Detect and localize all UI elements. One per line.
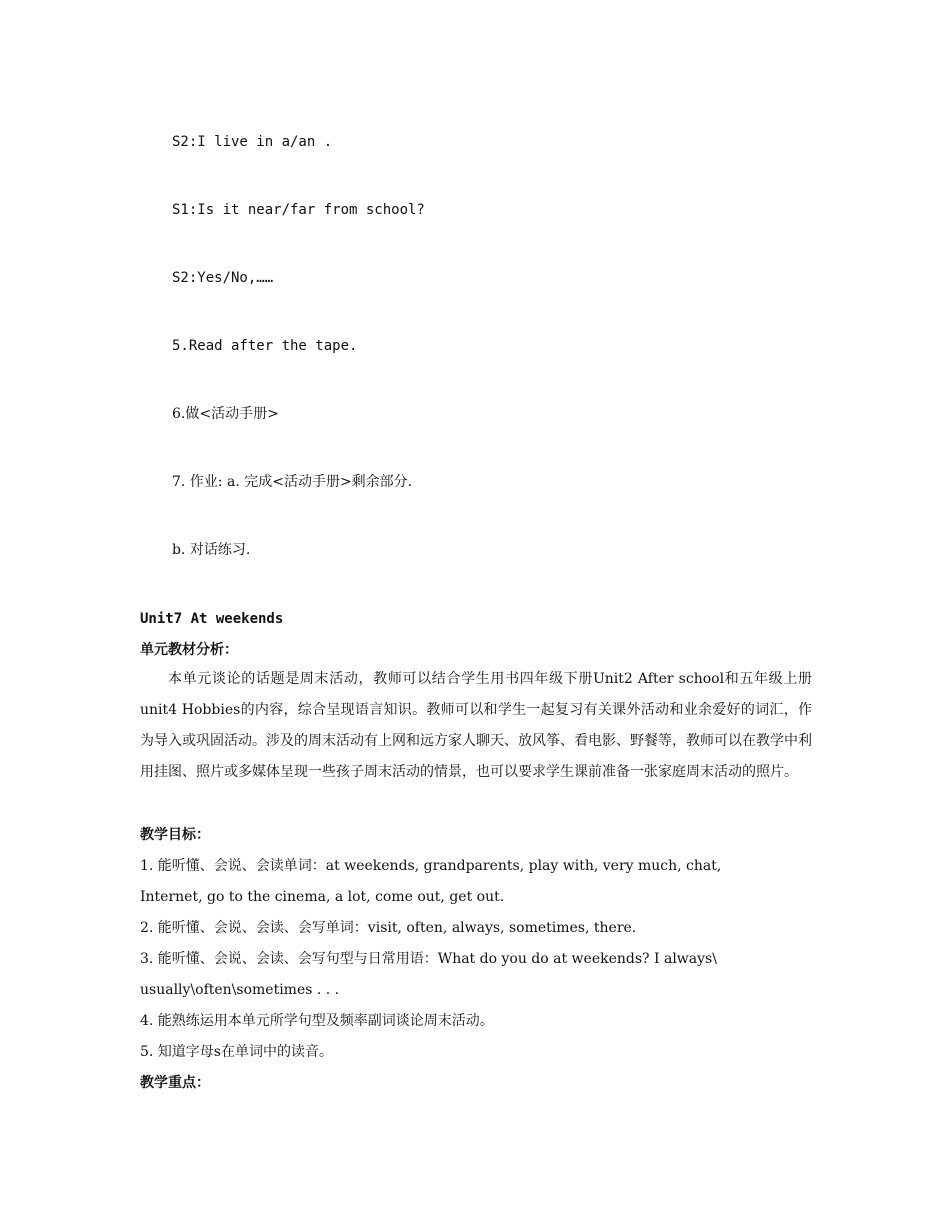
- goal-3-line-1: 3. 能听懂、会说、会读、会写句型与日常用语：What do you do at weekends? I always\: [140, 951, 717, 967]
- goal-2: 2. 能听懂、会说、会读、会写单词：visit, often, always, sometimes, there.: [140, 920, 637, 936]
- step-5: 5.Read after the tape.: [172, 338, 358, 354]
- step-7a-homework: 7. 作业: a. 完成<活动手册>剩余部分.: [172, 474, 413, 490]
- goal-3-line-2: usually\often\sometimes . . .: [140, 982, 340, 998]
- focus-heading: 教学重点：: [140, 1075, 210, 1091]
- step-7b-dialogue-practice: b. 对话练习.: [172, 542, 251, 558]
- goals-heading: 教学目标：: [140, 827, 210, 843]
- unit-title: Unit7 At weekends: [140, 611, 284, 627]
- goal-5: 5. 知道字母s在单词中的读音。: [140, 1044, 333, 1060]
- step-6: 6.做<活动手册>: [172, 406, 279, 422]
- analysis-paragraph: 本单元谈论的话题是周末活动，教师可以结合学生用书四年级下册Unit2 After school和五年级上册unit4 Hobbies的内容，综合呈现语言知识。教师可以和学生一起复习有关课外活动和业余爱好的词汇，作为导入或巩固活动。涉及的周末活动有上网和远方家人聊天、放风筝、看电影、野餐等，教师可以在教学中利用挂图、照片或多媒体呈现一些孩子周末活动的情景，也可以要求学生课前准备一张家庭周末活动的照片。: [140, 671, 812, 780]
- goal-4: 4. 能熟练运用本单元所学句型及频率副词谈论周末活动。: [140, 1013, 494, 1029]
- dialogue-line-s2-second: S2:Yes/No,……: [172, 270, 274, 286]
- goal-1-line-1: 1. 能听懂、会说、会读单词：at weekends, grandparents, play with, very much, chat,: [140, 858, 722, 874]
- analysis-heading: 单元教材分析：: [140, 642, 238, 658]
- dialogue-line-s2-first: S2:I live in a/an .: [172, 134, 333, 150]
- dialogue-line-s1: S1:Is it near/far from school?: [172, 202, 425, 218]
- goal-1-line-2: Internet, go to the cinema, a lot, come out, get out.: [140, 889, 505, 905]
